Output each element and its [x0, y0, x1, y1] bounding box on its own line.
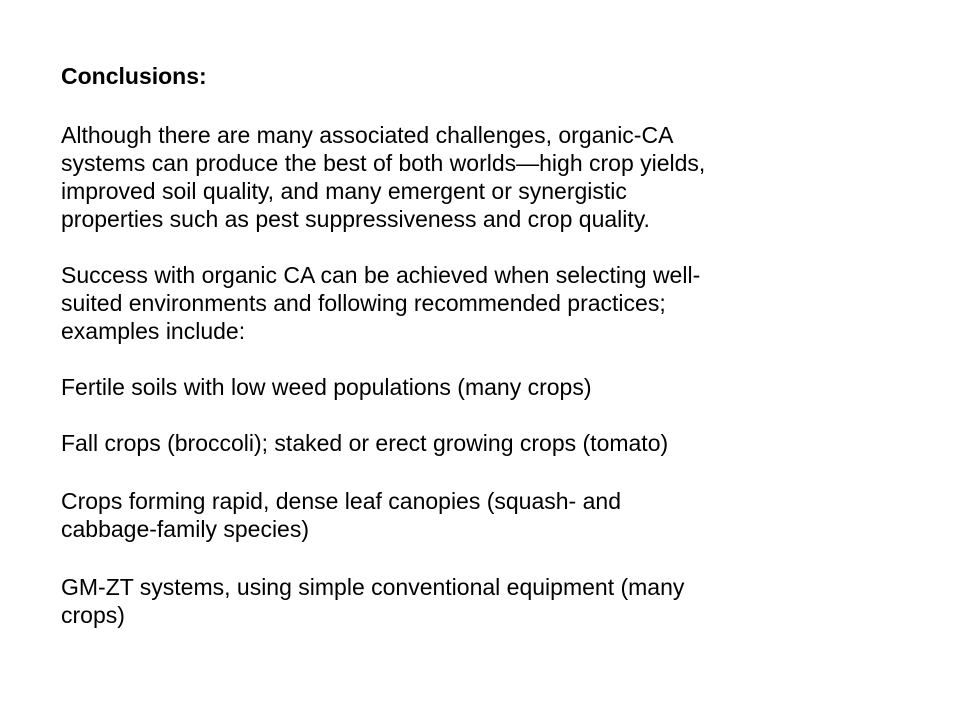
example-item-fertile-soils — [61, 373, 921, 401]
success-line: examples include: — [61, 318, 246, 344]
summary-line: properties such as pest suppressiveness and crop quality. — [61, 206, 650, 232]
success-line: Success with organic CA can be achieved when selecting well- — [61, 262, 701, 288]
conclusions-heading: Conclusions: — [61, 63, 207, 89]
success-paragraph — [61, 261, 921, 345]
summary-line: Although there are many associated challenges, organic-CA — [61, 122, 674, 148]
example-item-leaf-canopies — [61, 487, 921, 543]
example-line: GM-ZT systems, using simple conventional equipment (many — [61, 574, 685, 600]
summary-paragraph — [61, 121, 921, 233]
example-line: Fertile soils with low weed populations (many crops) — [61, 374, 592, 400]
example-item-gm-zt-systems — [61, 573, 921, 629]
success-line: suited environments and following recommended practices; — [61, 290, 666, 316]
slide-content — [61, 62, 921, 629]
summary-line: systems can produce the best of both worlds—high crop yields, — [61, 150, 706, 176]
example-line: Fall crops (broccoli); staked or erect growing crops (tomato) — [61, 430, 669, 456]
example-line: cabbage-family species) — [61, 516, 310, 542]
example-line: Crops forming rapid, dense leaf canopies (squash- and — [61, 488, 621, 514]
example-line: crops) — [61, 602, 125, 628]
summary-line: improved soil quality, and many emergent or synergistic — [61, 178, 627, 204]
example-item-fall-crops — [61, 429, 921, 457]
